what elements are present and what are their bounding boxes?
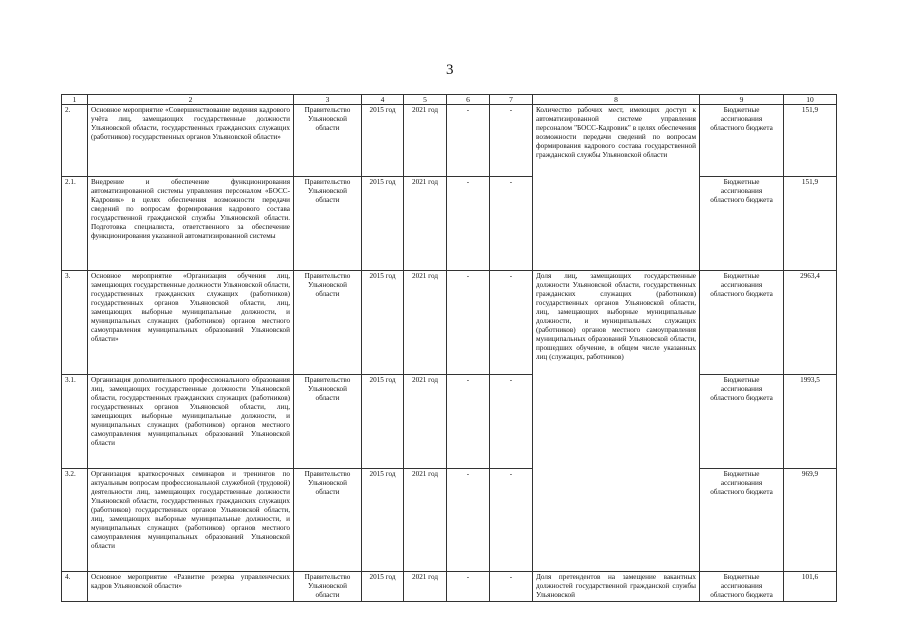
- funding-amount: 969,9: [784, 469, 837, 572]
- col7-value: -: [490, 105, 533, 177]
- row-number: 3.2.: [62, 469, 88, 572]
- executor: Правительство Ульяновской области: [294, 105, 362, 177]
- table-row: [62, 271, 837, 375]
- header-cell: 9: [700, 95, 784, 105]
- executor: Правительство Ульяновской области: [294, 572, 362, 602]
- col7-value: -: [490, 375, 533, 469]
- col7-value: -: [490, 469, 533, 572]
- executor: Правительство Ульяновской области: [294, 469, 362, 572]
- activity-name: Основное мероприятие «Организация обучения лиц, замещающих государственные должности Ульяновской области, государственных гражданских служащих (работников) государственных органов Ульяновской области, лиц, замещающих выборные муниципальные должности, и муниципальных служащих (работников) органов местного самоуправления муниципальных образований Ульяновской области»: [88, 271, 294, 375]
- page-number: 3: [446, 62, 454, 78]
- col6-value: -: [447, 105, 490, 177]
- col7-value: -: [490, 572, 533, 602]
- header-cell: 3: [294, 95, 362, 105]
- funding-source: Бюджетные ассигнования областного бюджета: [700, 375, 784, 469]
- col6-value: -: [447, 572, 490, 602]
- row-number: 3.1.: [62, 375, 88, 469]
- row-number: 2.1.: [62, 177, 88, 271]
- header-cell: 1: [62, 95, 88, 105]
- header-cell: 5: [404, 95, 447, 105]
- indicator-text: Доля лиц, замещающих государственные должности Ульяновской области, государственных гражданских служащих (работников) государственных органов Ульяновской области, лиц, замещающих выборные муниципальные должности, и муниципальных служащих (работников) органов местного самоуправления муниципальных образований Ульяновской области, прошедших обучение, в общем числе указанных лиц (служащих, работников): [533, 271, 700, 572]
- table-row: [62, 469, 837, 572]
- col6-value: -: [447, 375, 490, 469]
- row-number: 4.: [62, 572, 88, 602]
- indicator-text: Количество рабочих мест, имеющих доступ к автоматизированной системе управления персоналом "БОСС-Кадровик" в целях обеспечения возможности передачи сведений по вопросам формирования кадрового состава государственной гражданской службы Ульяновской области: [533, 105, 700, 271]
- table-row: [62, 375, 837, 469]
- end-year: 2021 год: [404, 375, 447, 469]
- start-year: 2015 год: [362, 572, 404, 602]
- end-year: 2021 год: [404, 572, 447, 602]
- executor: Правительство Ульяновской области: [294, 271, 362, 375]
- funding-amount: 151,9: [784, 105, 837, 177]
- col7-value: -: [490, 271, 533, 375]
- funding-amount: 2963,4: [784, 271, 837, 375]
- funding-amount: 101,6: [784, 572, 837, 602]
- table-row: [62, 572, 837, 602]
- row-number: 2.: [62, 105, 88, 177]
- funding-source: Бюджетные ассигнования областного бюджета: [700, 572, 784, 602]
- activity-name: Организация краткосрочных семинаров и тренингов по актуальным вопросам профессиональной служебной (трудовой) деятельности лиц, замещающих государственные должности Ульяновской области, государственных гражданских служащих (работников) государственных органов Ульяновской области, лиц, замещающих выборные муниципальные должности, и муниципальных служащих (работников) органов местного самоуправления муниципальных образований Ульяновской области: [88, 469, 294, 572]
- col6-value: -: [447, 271, 490, 375]
- funding-source: Бюджетные ассигнования областного бюджета: [700, 469, 784, 572]
- start-year: 2015 год: [362, 469, 404, 572]
- indicator-text: Доля претендентов на замещение вакантных должностей государственной гражданской службы Ульяновской: [533, 572, 700, 602]
- column-number-row: [62, 95, 837, 105]
- funding-source: Бюджетные ассигнования областного бюджета: [700, 271, 784, 375]
- funding-source: Бюджетные ассигнования областного бюджета: [700, 105, 784, 177]
- activity-name: Организация дополнительного профессионального образования лиц, замещающих государственные должности Ульяновской области, государственных гражданских служащих (работников) государственных органов Ульяновской области, лиц, замещающих выборные муниципальные должности, и муниципальных служащих (работников) органов местного самоуправления муниципальных образований Ульяновской области: [88, 375, 294, 469]
- funding-amount: 1993,5: [784, 375, 837, 469]
- header-cell: 4: [362, 95, 404, 105]
- funding-source: Бюджетные ассигнования областного бюджета: [700, 177, 784, 271]
- col7-value: -: [490, 177, 533, 271]
- start-year: 2015 год: [362, 375, 404, 469]
- col6-value: -: [447, 177, 490, 271]
- row-number: 3.: [62, 271, 88, 375]
- activity-name: Внедрение и обеспечение функционирования автоматизированной системы управления персоналом «БОСС-Кадровик» в целях обеспечения возможности передачи сведений по вопросам формирования кадрового состава государственной гражданской службы Ульяновской области. Подготовка специалиста, ответственного за обеспечение функционирования указанной автоматизированной системы: [88, 177, 294, 271]
- activity-name: Основное мероприятие «Совершенствование ведения кадрового учёта лиц, замещающих государственные должности Ульяновской области, государственных гражданских служащих (работников) государственных органов Ульяновской области»: [88, 105, 294, 177]
- executor: Правительство Ульяновской области: [294, 177, 362, 271]
- table-row: [62, 105, 837, 177]
- end-year: 2021 год: [404, 469, 447, 572]
- header-cell: 10: [784, 95, 837, 105]
- program-table: [61, 94, 837, 602]
- start-year: 2015 год: [362, 105, 404, 177]
- end-year: 2021 год: [404, 177, 447, 271]
- col6-value: -: [447, 469, 490, 572]
- executor: Правительство Ульяновской области: [294, 375, 362, 469]
- funding-amount: 151,9: [784, 177, 837, 271]
- activity-name: Основное мероприятие «Развитие резерва управленческих кадров Ульяновской области»: [88, 572, 294, 602]
- header-cell: 7: [490, 95, 533, 105]
- start-year: 2015 год: [362, 177, 404, 271]
- header-cell: 6: [447, 95, 490, 105]
- start-year: 2015 год: [362, 271, 404, 375]
- table-row: [62, 177, 837, 271]
- header-cell: 2: [88, 95, 294, 105]
- header-cell: 8: [533, 95, 700, 105]
- end-year: 2021 год: [404, 271, 447, 375]
- end-year: 2021 год: [404, 105, 447, 177]
